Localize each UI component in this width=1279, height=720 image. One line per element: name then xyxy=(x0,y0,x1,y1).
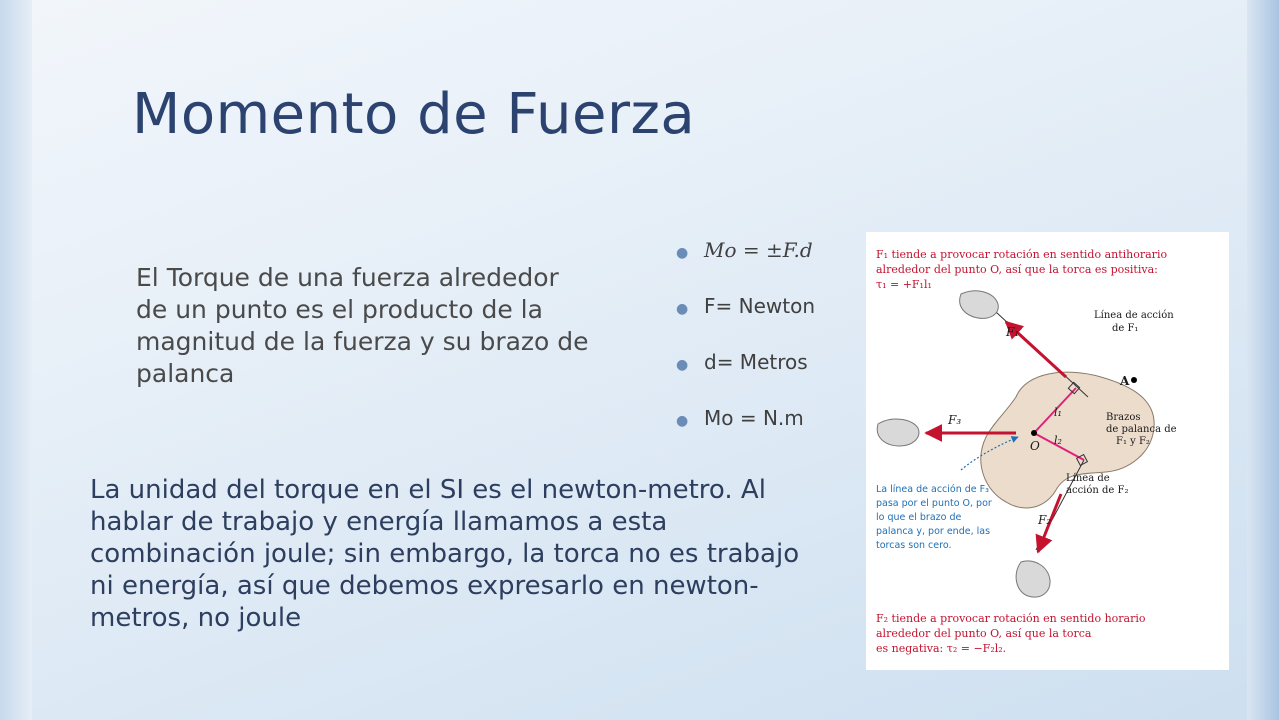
bullet-text: d= Metros xyxy=(704,350,808,374)
note-f3-line3: lo que el brazo de xyxy=(876,512,962,523)
bullet-text: Mo = ±F.d xyxy=(704,238,813,262)
bullet-dot-icon: ● xyxy=(676,357,689,373)
label-l1: l₁ xyxy=(1054,406,1062,419)
bullet-text: Mo = N.m xyxy=(704,406,804,430)
slide-title: Momento de Fuerza xyxy=(132,82,696,147)
label-arms-3: F₁ y F₂ xyxy=(1116,436,1150,447)
note-f3-line5: torcas son cero. xyxy=(876,540,952,551)
hand-f1-icon xyxy=(960,291,999,319)
formula-bullet-list xyxy=(676,236,815,460)
caption-bottom-equation: es negativa: τ₂ = −F₂l₂. xyxy=(876,642,1007,655)
label-line-action-f1-a: Línea de acción xyxy=(1094,310,1174,321)
bullet-dot-icon: ● xyxy=(676,301,689,317)
si-unit-paragraph: La unidad del torque en el SI es el newton-metro. Al hablar de trabajo y energía llamamos a esta combinación joule; sin embargo, la torca no es trabajo ni energía, así que debemos expresarlo en newton-metros, no joule xyxy=(90,475,800,633)
bullet-dot-icon: ● xyxy=(676,245,689,261)
label-f2: F₂ xyxy=(1038,513,1052,527)
caption-top-line2: alrededor del punto O, así que la torca es positiva: xyxy=(876,263,1158,276)
caption-top-line1: F₁ tiende a provocar rotación en sentido antihorario xyxy=(876,248,1168,261)
bullet-dot-icon: ● xyxy=(676,413,689,429)
bullet-moment-unit xyxy=(676,404,815,432)
label-line-action-f2-a: Línea de xyxy=(1066,473,1110,484)
caption-top-equation: τ₁ = +F₁l₁ xyxy=(876,278,932,291)
label-l2: l₂ xyxy=(1054,434,1062,447)
hand-f3-icon xyxy=(877,419,919,446)
hand-f2-icon xyxy=(1016,561,1050,597)
label-line-action-f2-b: acción de F₂ xyxy=(1066,485,1129,496)
torque-diagram-svg xyxy=(866,232,1229,670)
torque-definition-paragraph: El Torque de una fuerza alrededor de un punto es el producto de la magnitud de la fuerza y su brazo de palanca xyxy=(136,263,589,388)
label-f1: F₁ xyxy=(1006,325,1020,339)
label-line-action-f1-b: de F₁ xyxy=(1112,323,1139,334)
note-f3-line4: palanca y, por ende, las xyxy=(876,526,991,537)
caption-bottom-line2: alrededor del punto O, así que la torca xyxy=(876,627,1092,640)
slide-left-edge xyxy=(0,0,32,720)
note-f3-line1: La línea de acción de F₃ xyxy=(876,484,989,495)
bullet-force-unit xyxy=(676,292,815,320)
point-a-dot xyxy=(1131,377,1137,383)
note-f3-line2: pasa por el punto O, por xyxy=(876,498,992,509)
slide-right-edge xyxy=(1247,0,1279,720)
bullet-formula xyxy=(676,236,815,264)
point-o-dot xyxy=(1031,430,1037,436)
bullet-text: F= Newton xyxy=(704,294,815,318)
label-f3: F₃ xyxy=(948,413,962,427)
label-point-o: O xyxy=(1030,439,1040,453)
caption-bottom-line1: F₂ tiende a provocar rotación en sentido horario xyxy=(876,612,1146,625)
label-arms-2: de palanca de xyxy=(1106,424,1177,435)
label-arms-1: Brazos xyxy=(1106,412,1141,423)
label-point-a: A xyxy=(1120,374,1130,388)
torque-diagram-figure xyxy=(866,232,1229,670)
bullet-distance-unit xyxy=(676,348,815,376)
